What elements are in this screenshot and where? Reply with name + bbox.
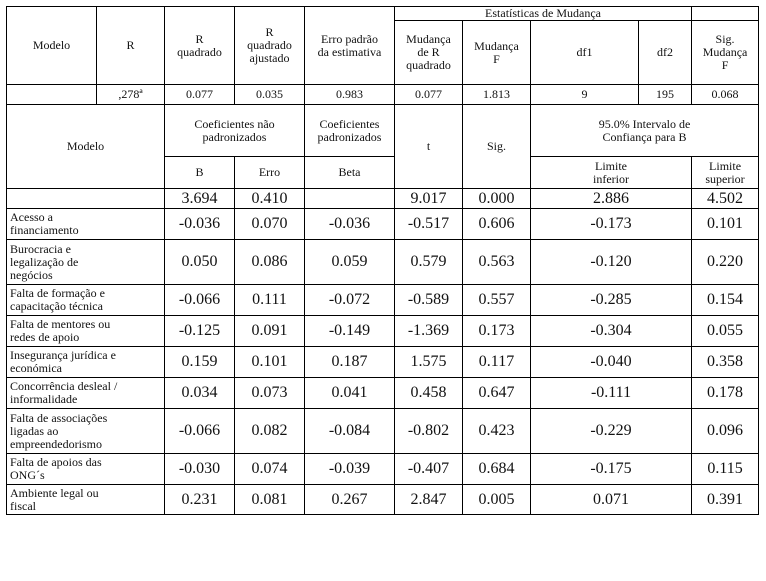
cell-b: -0.066: [165, 285, 235, 316]
cell-beta: 0.267: [305, 485, 395, 515]
regression-table: [6, 6, 759, 515]
table-row: [7, 409, 759, 454]
summary-data-row: [7, 85, 759, 105]
header-r-quadrado-ajustado: R quadrado ajustado: [235, 7, 305, 85]
cell-b: -0.030: [165, 454, 235, 485]
cell-t: 0.579: [395, 240, 463, 285]
cell-li: -0.285: [531, 285, 692, 316]
cell-sig: 0.173: [463, 316, 531, 347]
row-label: Concorrência desleal / informalidade: [7, 378, 165, 409]
cell-sig: 0.684: [463, 454, 531, 485]
cell-beta: -0.149: [305, 316, 395, 347]
cell-erro: 0.111: [235, 285, 305, 316]
header-df1: df1: [531, 21, 639, 85]
cell-sig: 0.557: [463, 285, 531, 316]
summary-cell-mudr2: 0.077: [395, 85, 463, 105]
coef-header-erro: Erro: [235, 157, 305, 189]
cell-erro: 0.101: [235, 347, 305, 378]
cell-erro: 0.074: [235, 454, 305, 485]
cell-erro: 0.082: [235, 409, 305, 454]
cell-t: 1.575: [395, 347, 463, 378]
cell-ls: 0.096: [692, 409, 759, 454]
table-row: [7, 347, 759, 378]
header-df2: df2: [639, 21, 692, 85]
table-row: [7, 454, 759, 485]
cell-sig: 0.005: [463, 485, 531, 515]
cell-b: -0.036: [165, 209, 235, 240]
constant-beta: [305, 189, 395, 209]
table-row: [7, 485, 759, 515]
table-row: [7, 378, 759, 409]
constant-t: 9.017: [395, 189, 463, 209]
coef-header-beta: Beta: [305, 157, 395, 189]
row-label: Falta de mentores ou redes de apoio: [7, 316, 165, 347]
cell-t: -0.407: [395, 454, 463, 485]
summary-cell-df2: 195: [639, 85, 692, 105]
cell-li: -0.304: [531, 316, 692, 347]
row-label: Falta de apoios das ONG´s: [7, 454, 165, 485]
cell-erro: 0.091: [235, 316, 305, 347]
cell-beta: -0.036: [305, 209, 395, 240]
header-erro-padrao: Erro padrão da estimativa: [305, 7, 395, 85]
coef-header-limite-superior: Limite superior: [692, 157, 759, 189]
cell-b: -0.125: [165, 316, 235, 347]
table-row: [7, 209, 759, 240]
coef-constant-row: [7, 189, 759, 209]
cell-li: -0.173: [531, 209, 692, 240]
cell-beta: -0.084: [305, 409, 395, 454]
header-mudanca-r2: Mudança de R quadrado: [395, 21, 463, 85]
cell-beta: 0.059: [305, 240, 395, 285]
header-empty-cell: [692, 7, 759, 21]
cell-beta: -0.072: [305, 285, 395, 316]
summary-cell-r2adj: 0.035: [235, 85, 305, 105]
table-row: [7, 316, 759, 347]
coef-header-modelo: Modelo: [7, 105, 165, 189]
cell-beta: 0.187: [305, 347, 395, 378]
header-sig-mudanca-f: Sig. Mudança F: [692, 21, 759, 85]
cell-t: 2.847: [395, 485, 463, 515]
header-r-quadrado: R quadrado: [165, 7, 235, 85]
summary-cell-sig: 0.068: [692, 85, 759, 105]
cell-t: -0.589: [395, 285, 463, 316]
header-modelo: Modelo: [7, 7, 97, 85]
cell-sig: 0.423: [463, 409, 531, 454]
cell-sig: 0.117: [463, 347, 531, 378]
summary-cell-erro: 0.983: [305, 85, 395, 105]
header-r: R: [97, 7, 165, 85]
coef-header-b: B: [165, 157, 235, 189]
constant-erro: 0.410: [235, 189, 305, 209]
cell-li: -0.040: [531, 347, 692, 378]
cell-li: -0.229: [531, 409, 692, 454]
cell-t: -1.369: [395, 316, 463, 347]
cell-li: -0.111: [531, 378, 692, 409]
header-estatisticas-mudanca: Estatísticas de Mudança: [395, 7, 692, 21]
cell-li: -0.120: [531, 240, 692, 285]
row-label: Insegurança jurídica e económica: [7, 347, 165, 378]
row-label: Falta de associações ligadas ao empreendedorismo: [7, 409, 165, 454]
coef-header-limite-inferior: Limite inferior: [531, 157, 692, 189]
cell-b: 0.159: [165, 347, 235, 378]
cell-beta: 0.041: [305, 378, 395, 409]
table-row: [7, 285, 759, 316]
cell-erro: 0.081: [235, 485, 305, 515]
constant-ls: 4.502: [692, 189, 759, 209]
cell-li: 0.071: [531, 485, 692, 515]
coef-header-padronizados: Coeficientes padronizados: [305, 105, 395, 157]
coef-header-nao-padronizados: Coeficientes não padronizados: [165, 105, 305, 157]
cell-li: -0.175: [531, 454, 692, 485]
cell-t: -0.802: [395, 409, 463, 454]
row-label: Ambiente legal ou fiscal: [7, 485, 165, 515]
cell-b: 0.034: [165, 378, 235, 409]
constant-li: 2.886: [531, 189, 692, 209]
summary-cell-r2: 0.077: [165, 85, 235, 105]
row-label: Falta de formação e capacitação técnica: [7, 285, 165, 316]
cell-b: 0.050: [165, 240, 235, 285]
constant-label-cell: [7, 189, 165, 209]
row-label: Burocracia e legalização de negócios: [7, 240, 165, 285]
cell-sig: 0.606: [463, 209, 531, 240]
cell-erro: 0.070: [235, 209, 305, 240]
regression-document: [6, 6, 758, 515]
cell-ls: 0.391: [692, 485, 759, 515]
cell-sig: 0.647: [463, 378, 531, 409]
cell-t: 0.458: [395, 378, 463, 409]
summary-cell-df1: 9: [531, 85, 639, 105]
cell-ls: 0.115: [692, 454, 759, 485]
cell-ls: 0.055: [692, 316, 759, 347]
cell-ls: 0.358: [692, 347, 759, 378]
summary-cell-r: ,278ª: [97, 85, 165, 105]
summary-cell-empty: [7, 85, 97, 105]
cell-ls: 0.178: [692, 378, 759, 409]
row-label: Acesso a financiamento: [7, 209, 165, 240]
cell-b: -0.066: [165, 409, 235, 454]
summary-cell-mudf: 1.813: [463, 85, 531, 105]
coef-header-row: [7, 105, 759, 157]
summary-header-row: [7, 7, 759, 21]
coef-header-t: t: [395, 105, 463, 189]
cell-ls: 0.220: [692, 240, 759, 285]
cell-t: -0.517: [395, 209, 463, 240]
cell-erro: 0.086: [235, 240, 305, 285]
constant-sig: 0.000: [463, 189, 531, 209]
cell-sig: 0.563: [463, 240, 531, 285]
cell-beta: -0.039: [305, 454, 395, 485]
header-mudanca-f: Mudança F: [463, 21, 531, 85]
coef-header-sig: Sig.: [463, 105, 531, 189]
cell-ls: 0.101: [692, 209, 759, 240]
cell-erro: 0.073: [235, 378, 305, 409]
constant-b: 3.694: [165, 189, 235, 209]
cell-b: 0.231: [165, 485, 235, 515]
coef-header-intervalo-confianca: 95.0% Intervalo de Confiança para B: [531, 105, 759, 157]
table-row: [7, 240, 759, 285]
cell-ls: 0.154: [692, 285, 759, 316]
